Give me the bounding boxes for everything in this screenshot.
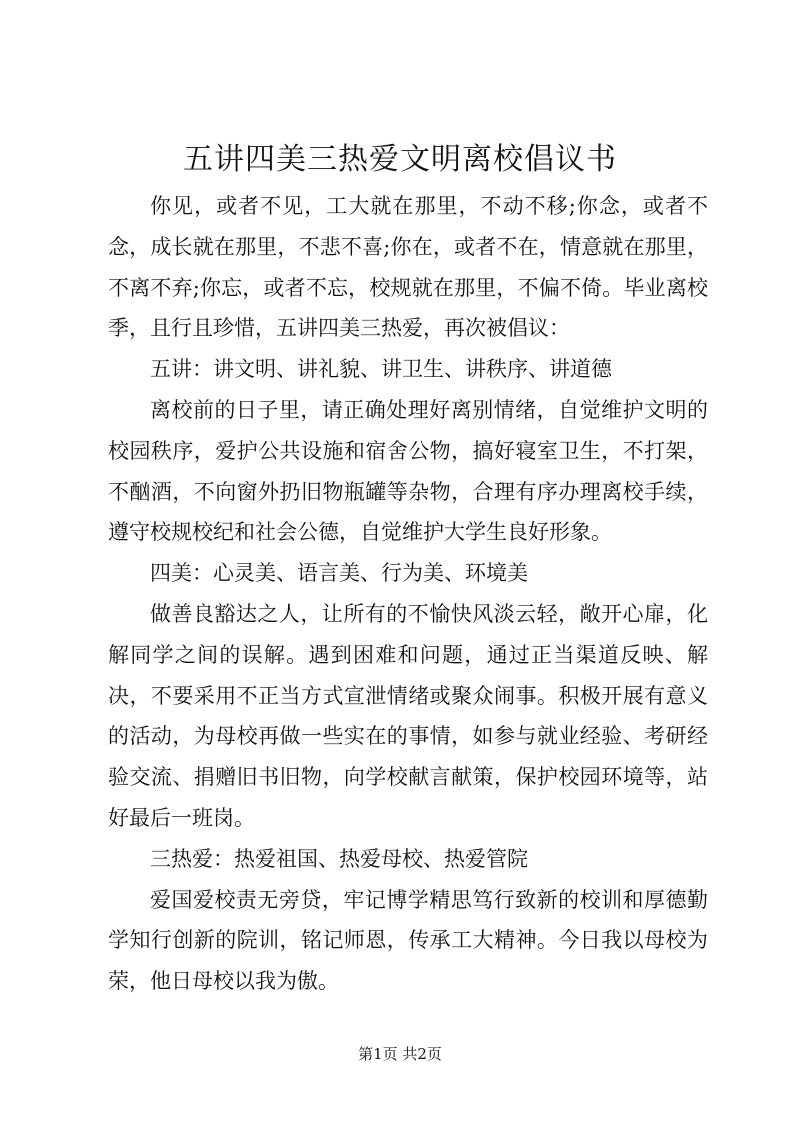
section-body-three-loves: 爱国爱校责无旁贷，牢记博学精思笃行致新的校训和厚德勤学知行创新的院训，铭记师恩，传承工大精神。今日我以母校为荣，他日母校以我为傲。	[108, 887, 708, 994]
section-body-four-beauties: 做善良豁达之人，让所有的不愉快风淡云轻，敞开心扉，化解同学之间的误解。遇到困难和问题，通过正当渠道反映、解决，不要采用不正当方式宣泄情绪或聚众闹事。积极开展有意义的活动，为母校再做一些实在的事情，如参与就业经验、考研经验交流、捐赠旧书旧物，向学校献言献策，保护校园环境等，站好最后一班岗。	[108, 601, 708, 830]
section-heading-three-loves: 三热爱：热爱祖国、热爱母校、热爱管院	[150, 846, 528, 871]
document-body	[108, 186, 708, 1002]
section-heading-five-talks: 五讲：讲文明、讲礼貌、讲卫生、讲秩序、讲道德	[150, 357, 612, 382]
page-number-footer: 第1页 共2页	[358, 1045, 442, 1063]
document-title: 五讲四美三热爱文明离校倡议书	[183, 142, 617, 177]
section-body-five-talks: 离校前的日子里，请正确处理好离别情绪，自觉维护文明的校园秩序，爱护公共设施和宿舍公物，搞好寝室卫生，不打架，不酗酒，不向窗外扔旧物瓶罐等杂物，合理有序办理离校手续，遵守校规校纪和社会公德，自觉维护大学生良好形象。	[108, 397, 708, 545]
intro-paragraph: 你见，或者不见，工大就在那里，不动不移;你念，或者不念，成长就在那里，不悲不喜;你在，或者不在，情意就在那里，不离不弃;你忘，或者不忘，校规就在那里，不偏不倚。毕业离校季，且行且珍惜，五讲四美三热爱，再次被倡议：	[108, 194, 708, 341]
section-heading-four-beauties: 四美：心灵美、语言美、行为美、环境美	[150, 561, 528, 586]
